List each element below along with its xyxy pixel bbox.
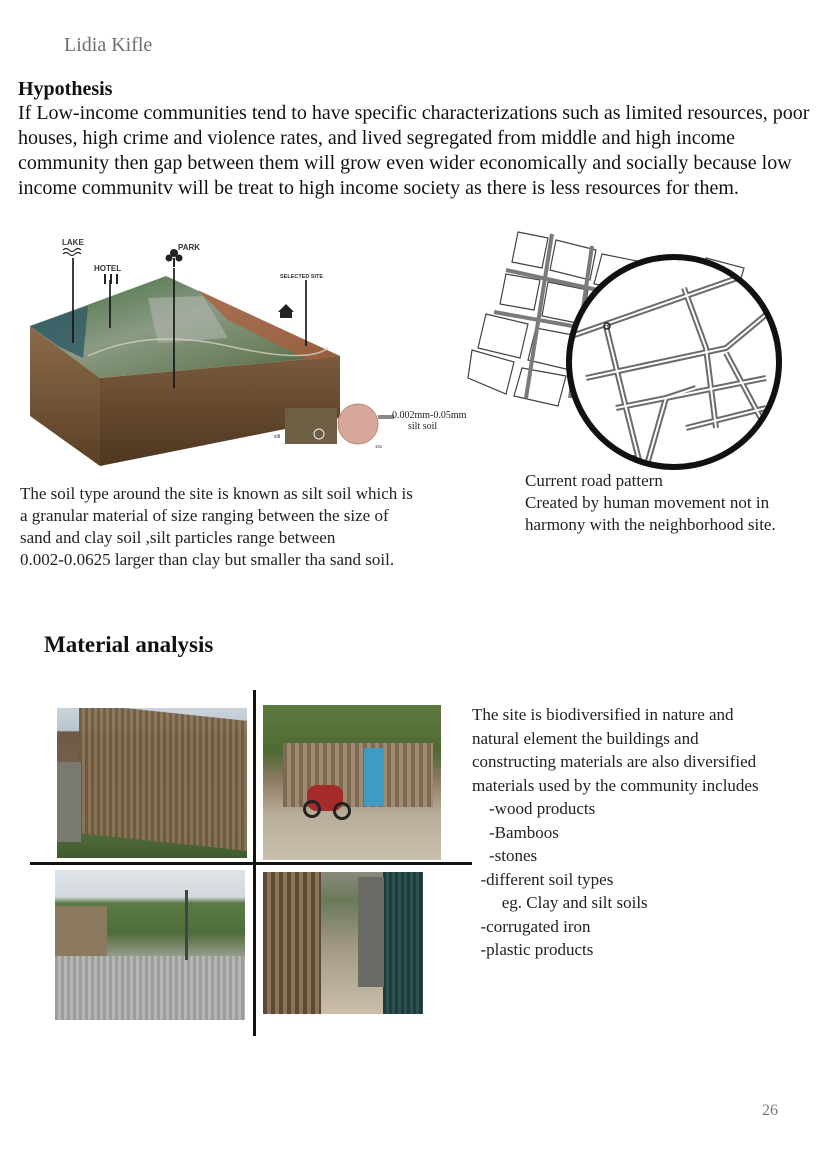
hypothesis-text: If Low-income communities tend to have specific characterizations such as limited resources, poor houses, high crime and violence rates, and lived segregated from middle and high income community then gap between them will grow even wider economically and socially because low income communitv will be treat to high income society as there is less resources for them. (18, 102, 810, 199)
site-terrain-diagram (28, 228, 478, 478)
wave-icon (63, 249, 81, 256)
label-hotel: HOTEL (94, 264, 122, 273)
road-pattern-diagram (466, 228, 816, 470)
label-park: PARK (178, 243, 201, 252)
soil-name-label: silt soil (408, 421, 438, 432)
house-icon (278, 304, 294, 318)
page-number: 26 (762, 1102, 778, 1119)
photo-corrugated-iron-fence (55, 870, 245, 1020)
material-analysis-heading: Material analysis (44, 632, 214, 657)
photo-grid-horizontal-divider (30, 862, 472, 865)
label-lake: LAKE (62, 238, 84, 247)
photo-wooden-house (57, 708, 247, 858)
author-name: Lidia Kifle (64, 34, 153, 56)
road-pattern-caption: Current road pattern Created by human movement not in harmony with the neighborhood site. (525, 471, 776, 534)
material-analysis-text: The site is biodiversified in nature and natural element the buildings and constructing materials are also diversified materials used by the community includes -wood products -Bamboos -stones -different soil types eg. Clay and silt soils -corrugated iron -plastic products (472, 705, 759, 959)
soil-size-label: 0.002mm-0.05mm (392, 410, 467, 421)
photo-narrow-alley (263, 872, 423, 1014)
sample-label-silt: silt (274, 434, 281, 440)
cutlery-icon (104, 274, 118, 284)
photo-bamboo-fence-street (263, 705, 441, 860)
label-selected-site: SELECTED SITE (280, 274, 324, 280)
soil-description: The soil type around the site is known as silt soil which is a granular material of size ranging between the size of sand and clay soil ,silt particles range between 0.002-0.0625 larger than clay but smaller tha sand soil. (20, 484, 413, 569)
sample-label-10x: 10x (375, 444, 383, 449)
hypothesis-heading: Hypothesis (18, 78, 113, 100)
